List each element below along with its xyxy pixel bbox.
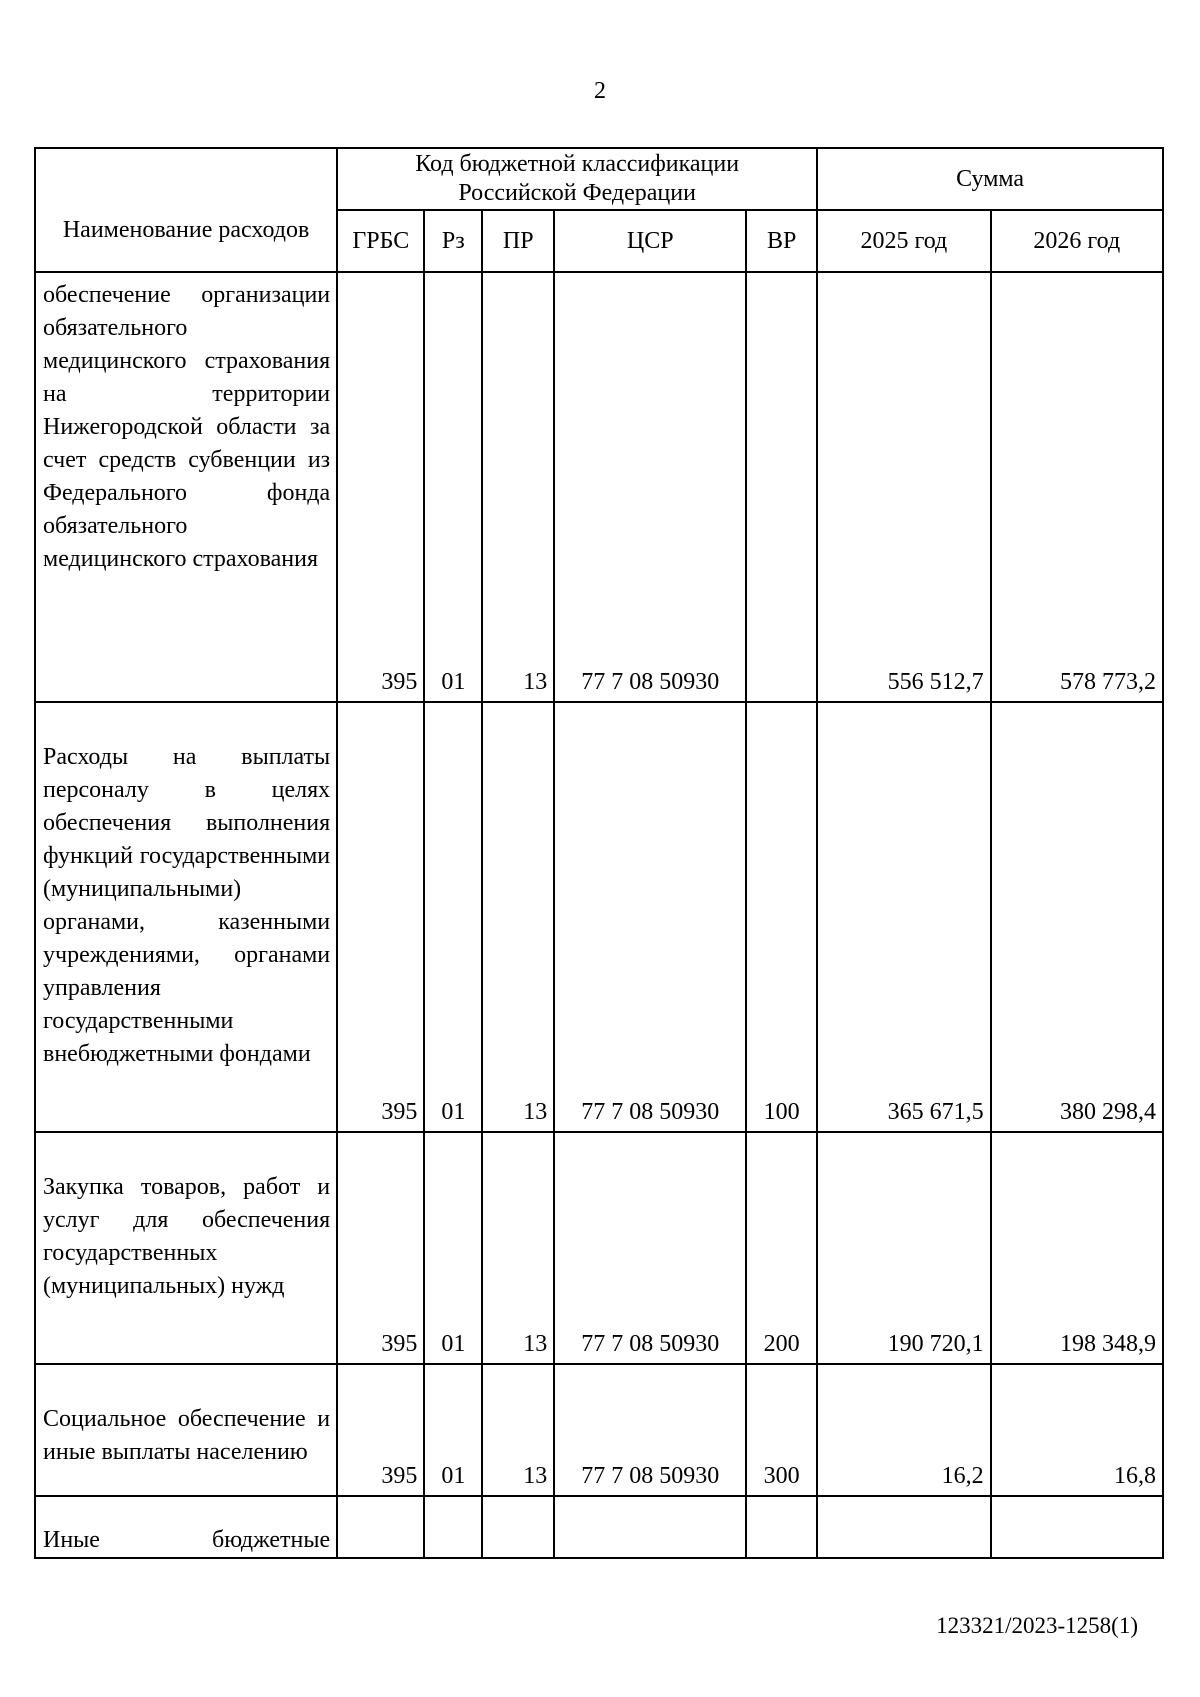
row-pr: [482, 1496, 554, 1558]
row-csr: 77 7 08 50930: [554, 702, 746, 1132]
document-code: 123321/2023-1258(1): [936, 1613, 1138, 1638]
row-grbs: 395: [337, 1132, 424, 1364]
row-rz: 01: [424, 1132, 482, 1364]
row-2025: 556 512,7: [817, 272, 990, 702]
header-grbs: ГРБС: [337, 210, 424, 272]
row-name: Закупка товаров, работ и услуг для обеспечения государственных (муниципальных) нужд: [35, 1132, 337, 1364]
header-2026: 2026 год: [991, 210, 1163, 272]
row-rz: 01: [424, 702, 482, 1132]
row-rz: [424, 1496, 482, 1558]
row-vr: 300: [746, 1364, 817, 1496]
row-name: обеспечение организации обязательного медицинского страхования на территории Нижегородской области за счет средств субвенции из Федерального фонда обязательного медицинского страхования: [35, 272, 337, 702]
budget-table: [34, 147, 1164, 1559]
row-csr: 77 7 08 50930: [554, 1364, 746, 1496]
row-rz: 01: [424, 1364, 482, 1496]
header-csr: ЦСР: [554, 210, 746, 272]
page-number: 2: [594, 78, 606, 104]
row-2026: [991, 1496, 1163, 1558]
row-pr: 13: [482, 272, 554, 702]
row-2026: 380 298,4: [991, 702, 1163, 1132]
row-2025: 365 671,5: [817, 702, 990, 1132]
row-csr: 77 7 08 50930: [554, 1132, 746, 1364]
header-rz: Рз: [424, 210, 482, 272]
row-pr: 13: [482, 1132, 554, 1364]
row-2026: 578 773,2: [991, 272, 1163, 702]
row-name: Иные бюджетные: [35, 1496, 337, 1558]
row-2025: 190 720,1: [817, 1132, 990, 1364]
row-2026: 198 348,9: [991, 1132, 1163, 1364]
row-grbs: 395: [337, 1364, 424, 1496]
table-row: [35, 1364, 1163, 1496]
row-2026: 16,8: [991, 1364, 1163, 1496]
row-grbs: [337, 1496, 424, 1558]
row-csr: [554, 1496, 746, 1558]
row-pr: 13: [482, 702, 554, 1132]
row-grbs: 395: [337, 272, 424, 702]
row-2025: 16,2: [817, 1364, 990, 1496]
row-csr: 77 7 08 50930: [554, 272, 746, 702]
row-name: Социальное обеспечение и иные выплаты населению: [35, 1364, 337, 1496]
row-vr: 200: [746, 1132, 817, 1364]
table-row: [35, 702, 1163, 1132]
row-vr: [746, 1496, 817, 1558]
table-row: [35, 272, 1163, 702]
header-row-top: [35, 148, 1163, 210]
row-rz: 01: [424, 272, 482, 702]
header-vr: ВР: [746, 210, 817, 272]
header-sum-group: Сумма: [817, 148, 1163, 210]
header-pr: ПР: [482, 210, 554, 272]
header-code-group: Код бюджетной классификации Российской Федерации: [337, 148, 817, 210]
table-row: [35, 1132, 1163, 1364]
table-row: [35, 1496, 1163, 1558]
header-name: Наименование расходов: [35, 148, 337, 272]
row-pr: 13: [482, 1364, 554, 1496]
row-name: Расходы на выплаты персоналу в целях обеспечения выполнения функций государственными (муниципальными) органами, казенными учреждениями, органами управления государственными внебюджетными фондами: [35, 702, 337, 1132]
row-vr: [746, 272, 817, 702]
row-vr: 100: [746, 702, 817, 1132]
row-2025: [817, 1496, 990, 1558]
header-2025: 2025 год: [817, 210, 990, 272]
row-grbs: 395: [337, 702, 424, 1132]
